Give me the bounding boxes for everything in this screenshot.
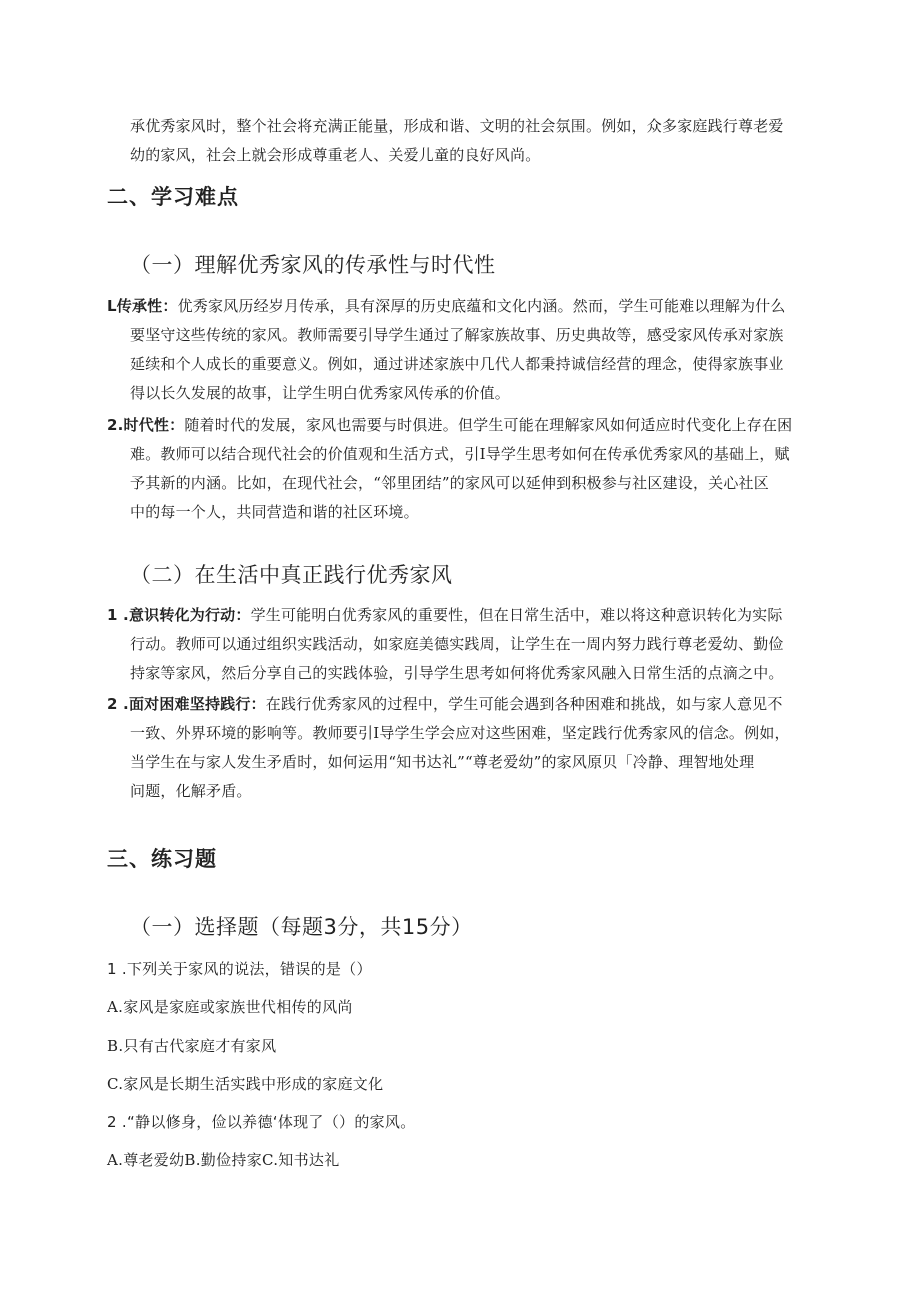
paragraph-text: 优秀家风历经岁月传承，具有深厚的历史底蕴和文化内涵。然而，学生可能难以理解为什么 [177,297,786,315]
paragraph-line: 予其新的内涵。比如，在现代社会，“邻里团结”的家风可以延伸到积极参与社区建设，关心社区 [130,474,769,492]
paragraph-lead: L传承性： [107,297,178,315]
paragraph-awareness-to-action [107,601,784,688]
paragraph-line: 要坚守这些传统的家风。教师需要引导学生通过了解家族故事、历史典故等，感受家风传承对家族 [130,326,784,344]
question-1-option-a: A.家风是家庭或家族世代相传的风尚 [107,998,353,1016]
paragraph-line: 中的每一个人，共同营造和谐的社区环境。 [130,503,419,521]
paragraph-inheritance [107,292,786,408]
question-2: 2 .“静以修身，俭以养德‘体现了（）的家风。 [107,1113,416,1131]
paragraph-line: 得以长久发展的故事，让学生明白优秀家风传承的价值。 [130,384,511,402]
paragraph-persist [107,690,790,806]
question-1: 1 .下列关于家风的说法，错误的是（） [107,960,372,978]
section-heading-exercises: 三、练习题 [107,847,217,871]
subsection-heading-inheritance: （一）理解优秀家风的传承性与时代性 [130,253,496,277]
intro-line: 幼的家风，社会上就会形成尊重老人、关爱儿童的良好风尚。 [130,146,541,164]
section-heading-difficulties: 二、学习难点 [107,185,239,209]
paragraph-line: 行动。教师可以通过组织实践活动，如家庭美德实践周，让学生在一周内努力践行尊老爱幼、勤俭 [130,635,784,653]
paragraph-timeliness [107,411,792,527]
question-2-options: A.尊老爱幼B.勤俭持家C.知书达礼 [107,1151,340,1169]
subsection-heading-practice: （二）在生活中真正践行优秀家风 [130,563,453,587]
intro-paragraph [130,112,784,170]
question-1-option-b: B.只有古代家庭才有家风 [107,1037,277,1055]
subsection-heading-choice-questions: （一）选择题（每题3分，共15分） [130,915,473,939]
paragraph-line: 问题，化解矛盾。 [130,782,252,800]
paragraph-lead: 1 .意识转化为行动： [107,606,251,624]
paragraph-text: 在践行优秀家风的过程中，学生可能会遇到各种困难和挑战，如与家人意见不 [265,695,783,713]
paragraph-line: 持家等家风，然后分享自己的实践体验，引导学生思考如何将优秀家风融入日常生活的点滴之中。 [130,664,784,682]
paragraph-line: 一致、外界环境的影响等。教师要引I导学生学会应对这些困难，坚定践行优秀家风的信念。例如， [130,724,790,742]
paragraph-lead: 2 .面对困难坚持践行： [107,695,266,713]
intro-line: 承优秀家风时，整个社会将充满正能量，形成和谐、文明的社会氛围。例如，众多家庭践行尊老爱 [130,117,784,135]
paragraph-text: 学生可能明白优秀家风的重要性，但在日常生活中，难以将这种意识转化为实际 [250,606,783,624]
paragraph-line: 当学生在与家人发生矛盾时，如何运用“知书达礼”“尊老爱幼”的家风原贝「冷静、理智地处理 [130,753,755,771]
question-1-option-c: C.家风是长期生活实践中形成的家庭文化 [107,1075,384,1093]
paragraph-line: 难。教师可以结合现代社会的价值观和生活方式，引I导学生思考如何在传承优秀家风的基础上，赋 [130,445,790,463]
paragraph-lead: 2.时代性： [107,416,185,434]
paragraph-line: 延续和个人成长的重要意义。例如，通过讲述家族中几代人都秉持诚信经营的理念，使得家族事业 [130,355,784,373]
paragraph-text: 随着时代的发展，家风也需要与时俱进。但学生可能在理解家风如何适应时代变化上存在困 [184,416,793,434]
